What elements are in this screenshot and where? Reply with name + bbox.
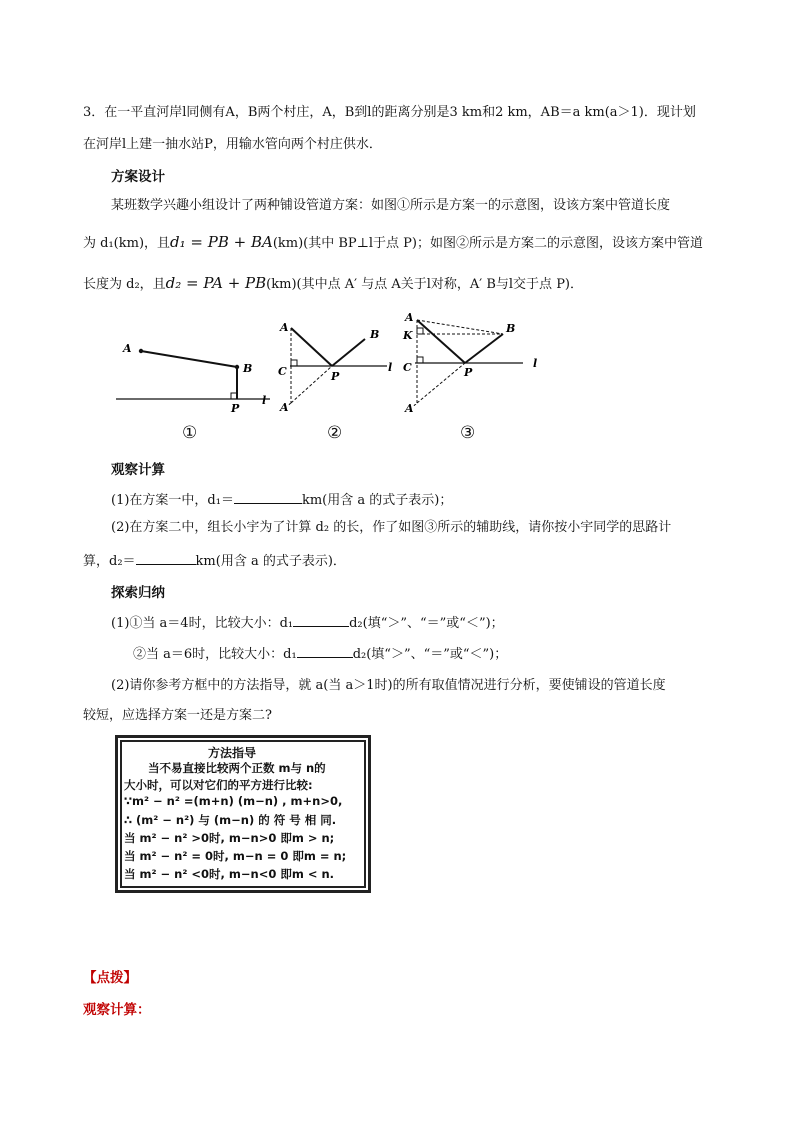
design-line-3	[83, 273, 583, 295]
observe-q1-blank[interactable]	[234, 489, 302, 504]
fig3-label-C: C	[403, 361, 412, 374]
method-line-6: 当 m² − n² = 0时, m−n = 0 即m = n;	[124, 849, 347, 863]
explore-q1-blank[interactable]	[293, 612, 349, 627]
figure-1	[110, 330, 280, 420]
fig2-label-B: B	[370, 328, 380, 341]
figure-2-caption: ②	[327, 423, 343, 443]
observe-heading: 观察计算	[111, 462, 165, 478]
observe-q1-b: km(用含 a 的式子表示)；	[301, 493, 453, 508]
explore-q1	[111, 612, 504, 634]
fig1-label-B: B	[243, 362, 253, 375]
fig2-label-C: C	[278, 365, 287, 378]
explore-q1c-a: ②当 a＝6时，比较大小：d₁	[133, 647, 297, 662]
observe-q2-blank[interactable]	[136, 550, 196, 565]
design-heading: 方案设计	[111, 169, 165, 185]
method-line-2: 大小时，可以对它们的平方进行比较:	[124, 778, 313, 792]
explore-q2-line-1: (2)请你参考方框中的方法指导，就 a(当 a＞1时)的所有取值情况进行分析，要使铺设的管道长度	[111, 678, 666, 693]
explore-q1-a: (1)①当 a＝4时，比较大小：d₁	[111, 616, 294, 631]
explore-q1c-b: d₂(填“＞”、“＝”或“＜”)；	[352, 647, 508, 662]
d1-formula: d₁ = PB + BA	[170, 233, 273, 251]
figure-1-caption: ①	[182, 423, 198, 443]
figure-3	[395, 305, 555, 420]
observe-q2-line-1: (2)在方案二中，组长小宇为了计算 d₂ 的长，作了如图③所示的辅助线，请你按小宇同学的思路计	[111, 520, 672, 535]
design-line-2-a: 为 d₁(km)，且	[83, 236, 171, 251]
design-line-3-a: 长度为 d₂，且	[83, 277, 166, 292]
fig3-label-l: l	[533, 357, 538, 370]
fig2-label-l: l	[388, 361, 393, 374]
fig3-label-P: P	[464, 366, 473, 379]
observe-q2-b: 算，d₂＝	[83, 554, 136, 569]
tip-subheading: 观察计算：	[83, 1002, 151, 1018]
problem-line-2: 在河岸l上建一抽水站P，用输水管向两个村庄供水．	[83, 137, 382, 152]
tip-heading: 【点拨】	[83, 970, 137, 986]
design-line-1: 某班数学兴趣小组设计了两种铺设管道方案：如图①所示是方案一的示意图，设该方案中管道长度	[111, 198, 671, 213]
fig2-label-P: P	[331, 370, 340, 383]
problem-line-1: 3．在一平直河岸l同侧有A，B两个村庄，A，B到l的距离分别是3 km和2 km，AB＝a km(a＞1)．现计划	[83, 105, 696, 120]
method-line-3: ∵m² − n² =(m+n) (m−n) , m+n>0,	[124, 794, 343, 808]
explore-heading: 探索归纳	[111, 585, 165, 601]
method-title: 方法指导	[208, 746, 257, 760]
fig2-label-A-prime: A′	[280, 401, 292, 414]
fig1-label-P: P	[231, 402, 240, 415]
method-line-4: ∴ (m² − n²) 与 (m−n) 的 符 号 相 同.	[124, 813, 337, 827]
design-line-2-b: (km)(其中 BP⊥l于点 P)；如图②所示是方案二的示意图，设该方案中管道	[272, 236, 703, 251]
observe-q1-a: (1)在方案一中，d₁＝	[111, 493, 234, 508]
method-line-1: 当不易直接比较两个正数 m与 n的	[148, 761, 326, 775]
explore-q1c	[133, 643, 507, 665]
fig3-label-B: B	[506, 322, 516, 335]
figure-3-caption: ③	[460, 423, 476, 443]
fig2-label-A: A	[280, 321, 289, 334]
explore-q1c-blank[interactable]	[297, 643, 353, 658]
observe-q2-c: km(用含 a 的式子表示)．	[195, 554, 346, 569]
observe-q1	[111, 489, 452, 511]
fig1-label-l: l	[262, 394, 267, 407]
method-line-7: 当 m² − n² <0时, m−n<0 即m < n.	[124, 867, 335, 881]
method-guide-box	[115, 735, 371, 893]
fig3-label-K: K	[403, 329, 413, 342]
fig3-label-A: A	[405, 311, 414, 324]
fig1-label-A: A	[123, 342, 132, 355]
design-line-3-b: (km)(其中点 A′ 与点 A关于l对称，A′ B与l交于点 P)．	[266, 277, 584, 292]
explore-q1-b: d₂(填“＞”、“＝”或“＜”)；	[349, 616, 504, 631]
design-line-2	[83, 232, 703, 254]
fig3-label-A-prime: A′	[405, 402, 417, 415]
d2-formula: d₂ = PA + PB	[165, 274, 267, 292]
explore-q2-line-2: 较短，应选择方案一还是方案二?	[83, 708, 272, 723]
observe-q2-line-2	[83, 550, 346, 572]
method-line-5: 当 m² − n² >0时, m−n>0 即m > n;	[124, 831, 335, 845]
figure-2	[270, 315, 410, 420]
